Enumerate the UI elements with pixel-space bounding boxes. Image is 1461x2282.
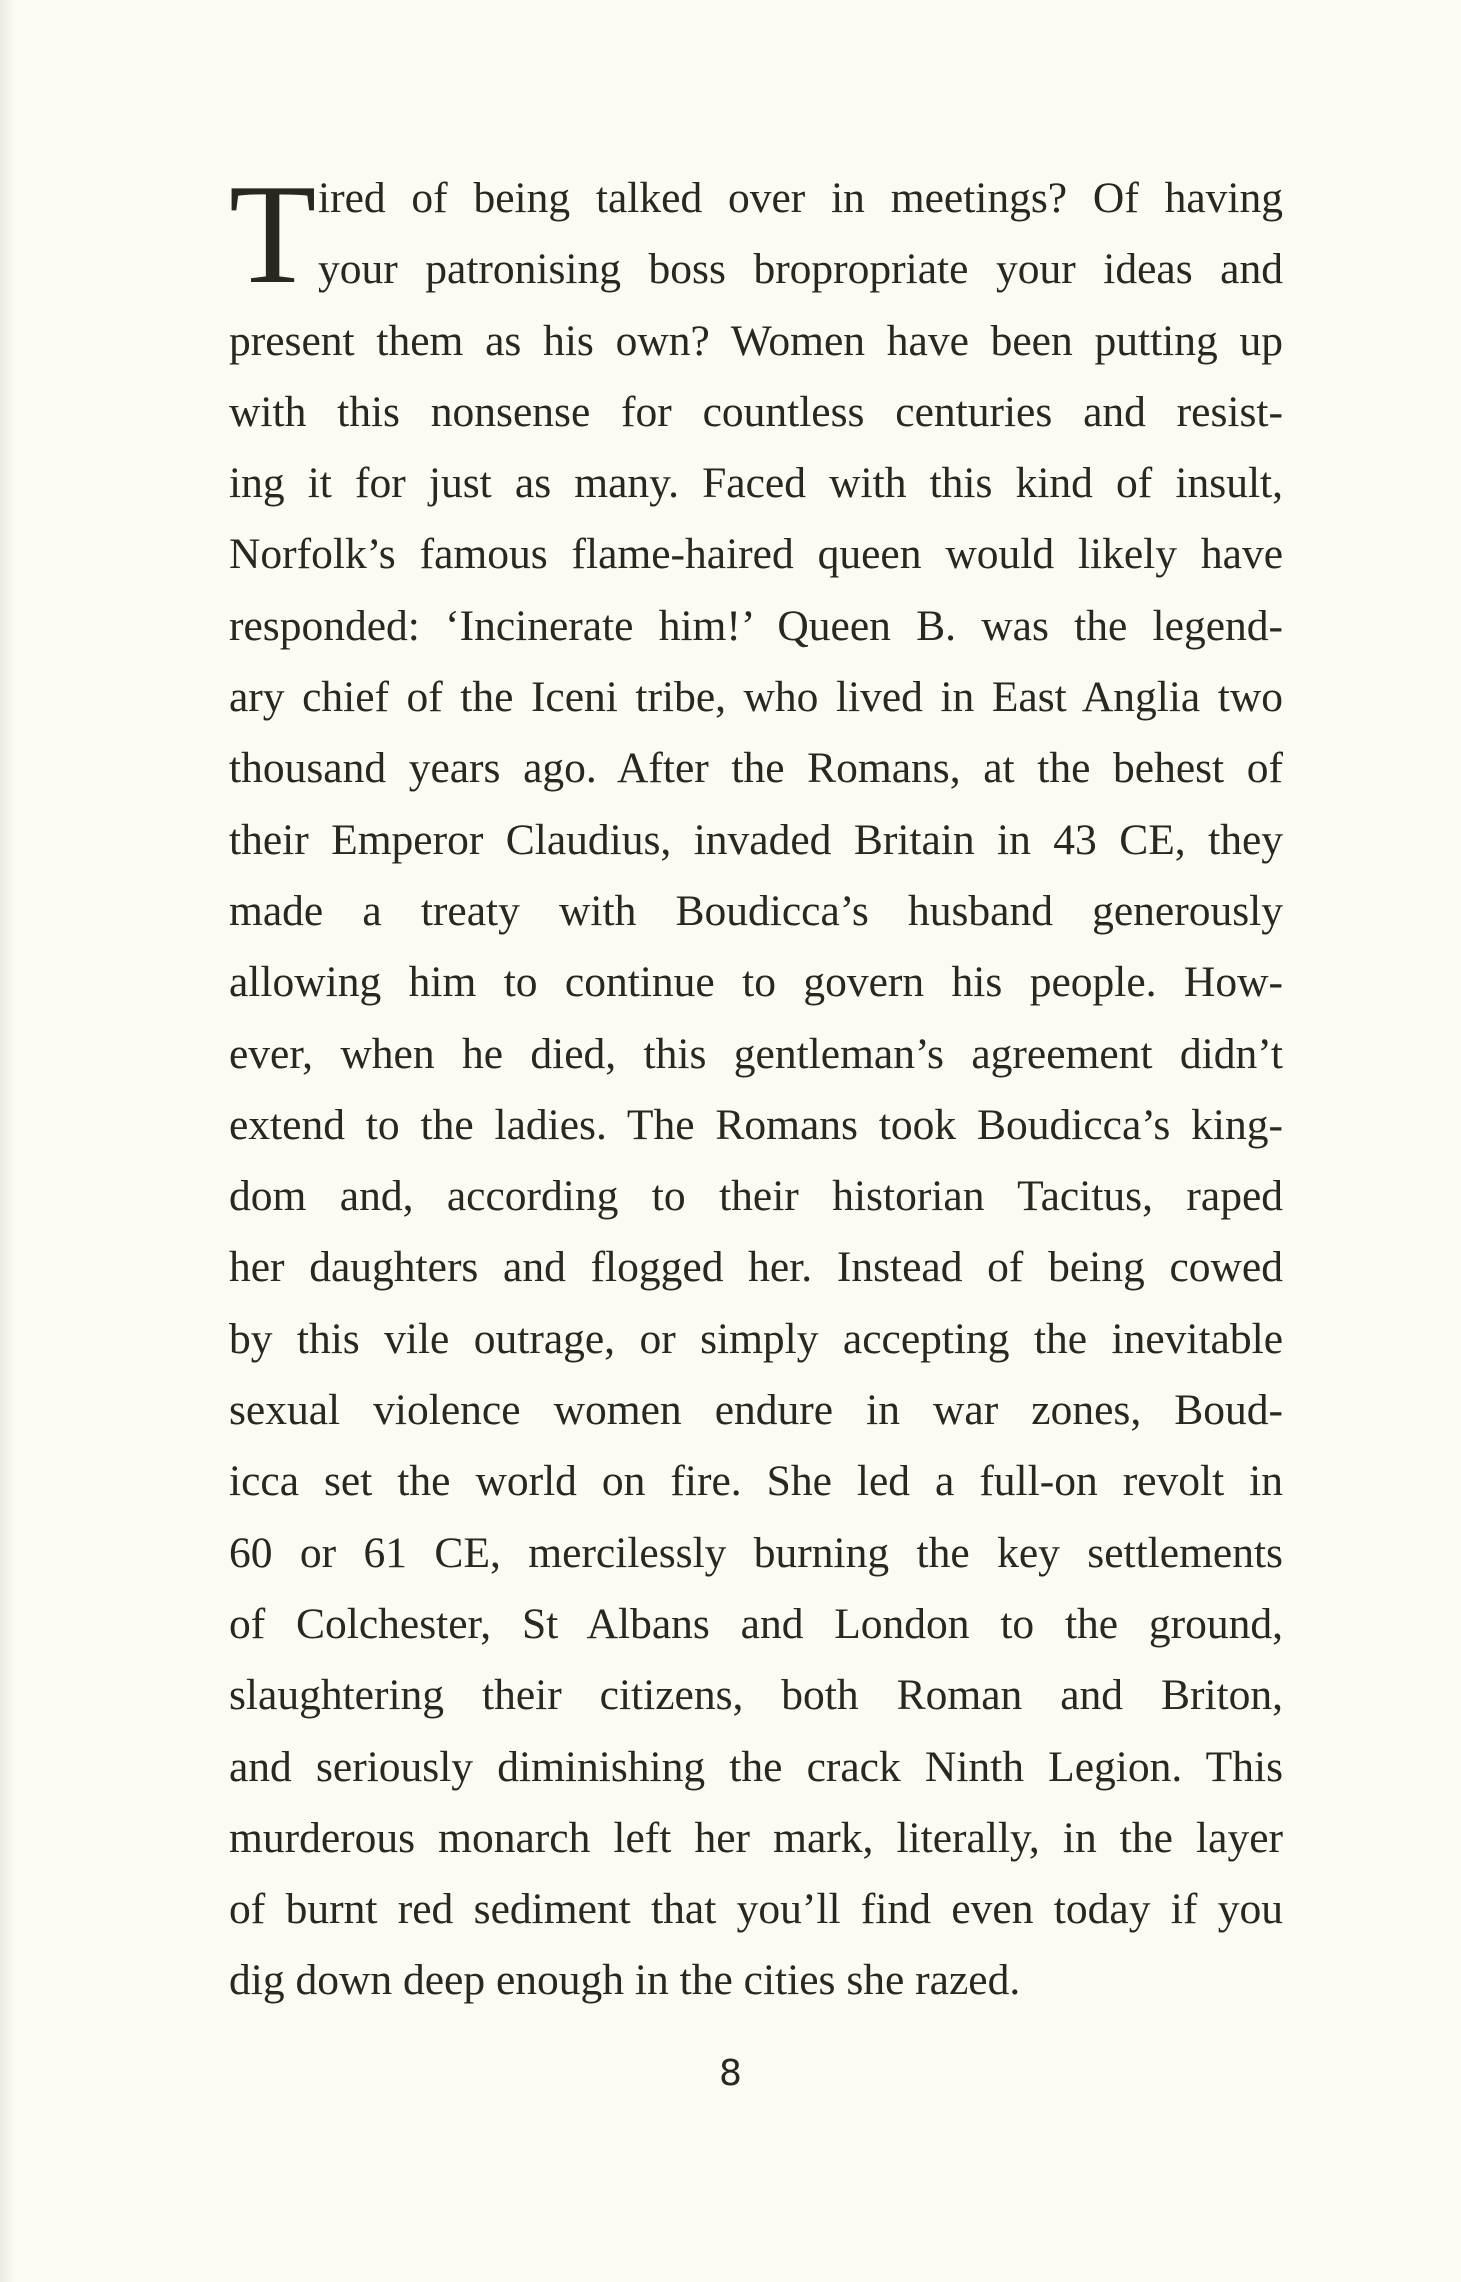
text-line-21: of Colchester, St Albans and London to the ground,: [229, 1599, 1283, 1648]
text-line-26: dig down deep enough in the cities she razed.: [229, 1956, 1021, 2005]
text-line-13: ever, when he died, this gentleman’s agreement didn’t: [229, 1029, 1283, 1078]
text-line-23: and seriously diminishing the crack Ninth Legion. This: [229, 1742, 1283, 1791]
text-line-3: present them as his own? Women have been putting up: [229, 316, 1283, 365]
text-line-1: ired of being talked over in meetings? Of having: [318, 174, 1283, 222]
text-line-19: icca set the world on fire. She led a full-on revolt in: [229, 1457, 1283, 1506]
page-number: 8: [719, 2053, 742, 2094]
text-line-24: murderous monarch left her mark, literally, in the layer: [229, 1813, 1283, 1862]
text-line-16: her daughters and flogged her. Instead of being cowed: [229, 1243, 1283, 1292]
text-line-7: responded: ‘Incinerate him!’ Queen B. was the legend-: [229, 601, 1283, 650]
text-line-8: ary chief of the Iceni tribe, who lived in East Anglia two: [229, 673, 1283, 722]
text-line-18: sexual violence women endure in war zones, Boud-: [229, 1386, 1283, 1435]
text-line-20: 60 or 61 CE, mercilessly burning the key settlements: [229, 1528, 1283, 1577]
page-gutter-shadow: [0, 0, 14, 2282]
text-line-15: dom and, according to their historian Tacitus, raped: [229, 1172, 1283, 1221]
text-line-22: slaughtering their citizens, both Roman and Briton,: [229, 1671, 1283, 1720]
text-line-25: of burnt red sediment that you’ll find even today if you: [229, 1885, 1283, 1934]
text-line-12: allowing him to continue to govern his people. How-: [229, 958, 1283, 1007]
text-line-6: Norfolk’s famous flame-haired queen would likely have: [229, 530, 1283, 579]
text-line-10: their Emperor Claudius, invaded Britain in 43 CE, they: [229, 815, 1283, 864]
text-line-17: by this vile outrage, or simply accepting the inevitable: [229, 1314, 1283, 1363]
body-paragraph: [229, 155, 1283, 2017]
text-line-9: thousand years ago. After the Romans, at the behest of: [229, 744, 1283, 793]
text-line-2: your patronising boss bropropriate your ideas and: [318, 245, 1283, 294]
text-line-4: with this nonsense for countless centuries and resist-: [229, 387, 1283, 436]
text-line-11: made a treaty with Boudicca’s husband generously: [229, 886, 1283, 935]
text-line-5: ing it for just as many. Faced with this kind of insult,: [229, 459, 1283, 508]
drop-cap: T: [229, 155, 317, 313]
text-line-14: extend to the ladies. The Romans took Boudicca’s king-: [229, 1100, 1283, 1149]
